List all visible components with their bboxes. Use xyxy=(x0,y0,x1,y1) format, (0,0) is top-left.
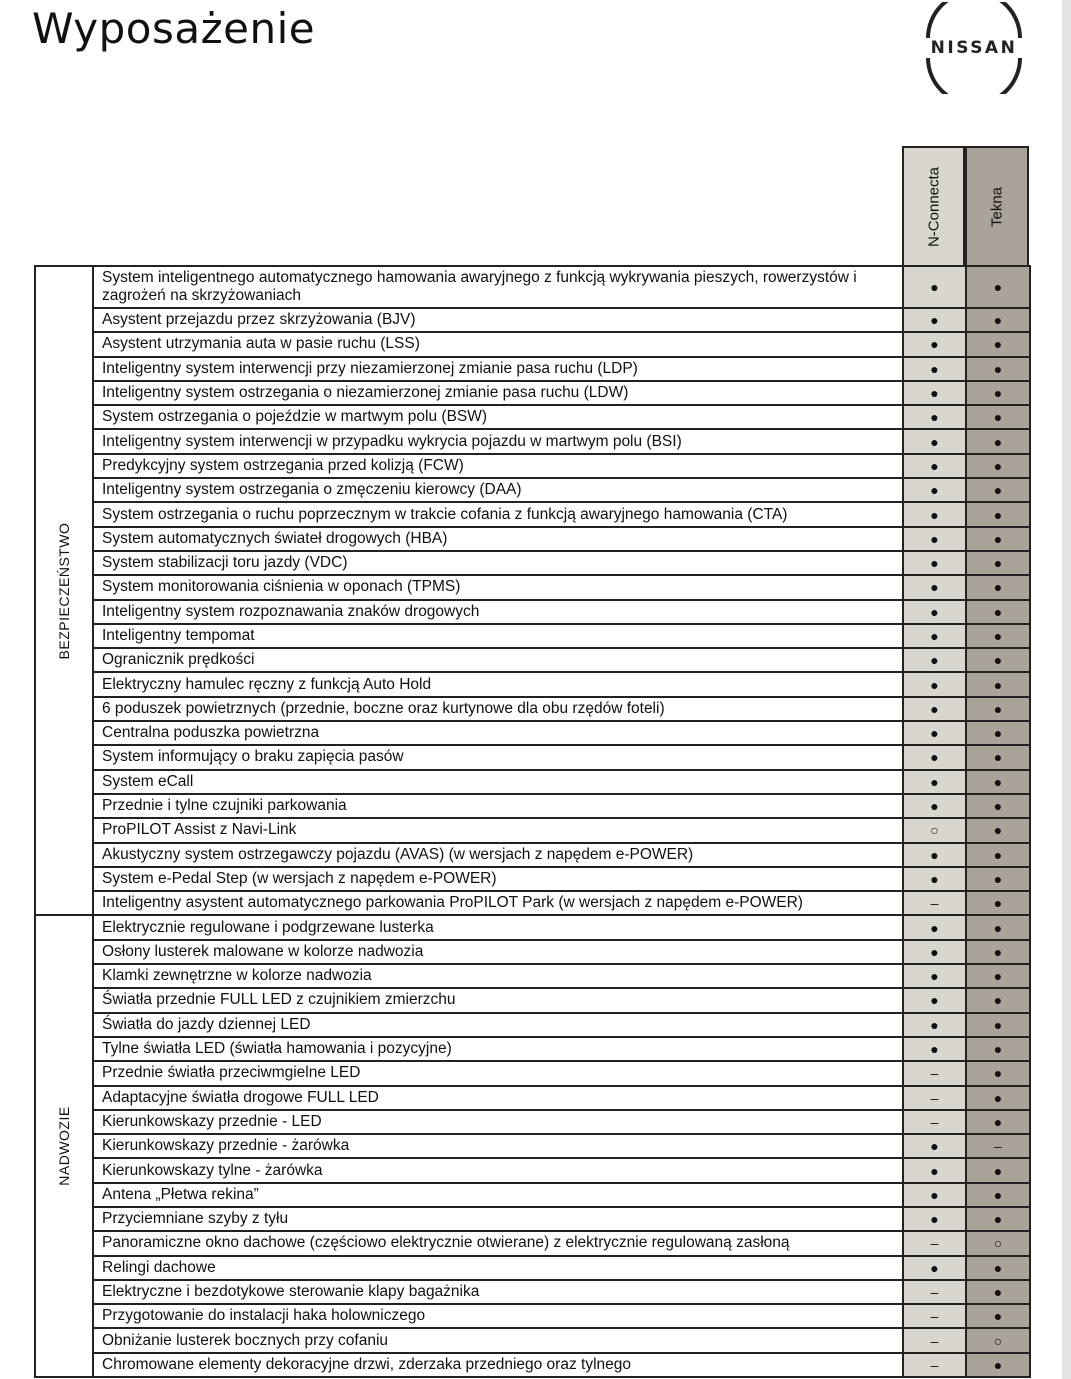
value-tekna: ● xyxy=(966,357,1030,381)
value-tekna: ● xyxy=(966,429,1030,453)
value-n-connecta: ● xyxy=(903,1158,966,1182)
value-tekna: ● xyxy=(966,1013,1030,1037)
section-label: BEZPIECZEŃSTWO xyxy=(56,522,72,660)
value-n-connecta: ● xyxy=(903,502,966,526)
value-n-connecta: ● xyxy=(903,964,966,988)
table-row xyxy=(35,891,1030,915)
feature-label: Przyciemniane szyby z tyłu xyxy=(93,1207,903,1231)
value-tekna: ● xyxy=(966,1061,1030,1085)
table-row xyxy=(35,818,1030,842)
feature-label: Kierunkowskazy przednie - żarówka xyxy=(93,1134,903,1158)
feature-label: System inteligentnego automatycznego hamowania awaryjnego z funkcją wykrywania pieszych, rowerzystów i zagrożeń na skrzyżowaniach xyxy=(93,266,903,308)
value-tekna: ● xyxy=(966,964,1030,988)
table-row xyxy=(35,1158,1030,1182)
table-row xyxy=(35,266,1030,308)
value-n-connecta: ● xyxy=(903,1037,966,1061)
value-n-connecta: – xyxy=(903,1328,966,1352)
value-n-connecta: ● xyxy=(903,1183,966,1207)
value-n-connecta: ● xyxy=(903,575,966,599)
value-tekna: ● xyxy=(966,527,1030,551)
column-header-n-connecta xyxy=(902,146,965,266)
value-tekna: ● xyxy=(966,381,1030,405)
value-tekna: ● xyxy=(966,770,1030,794)
feature-label: System e-Pedal Step (w wersjach z napędem e-POWER) xyxy=(93,867,903,891)
table-row xyxy=(35,1110,1030,1134)
value-n-connecta: ● xyxy=(903,600,966,624)
value-tekna: ● xyxy=(966,867,1030,891)
feature-label: Ogranicznik prędkości xyxy=(93,648,903,672)
feature-label: 6 poduszek powietrznych (przednie, boczne oraz kurtynowe dla obu rzędów foteli) xyxy=(93,697,903,721)
table-row xyxy=(35,527,1030,551)
feature-label: Przygotowanie do instalacji haka holowniczego xyxy=(93,1304,903,1328)
value-tekna: ● xyxy=(966,818,1030,842)
value-tekna: ● xyxy=(966,551,1030,575)
page-title: Wyposażenie xyxy=(32,4,316,53)
value-tekna: ○ xyxy=(966,1328,1030,1352)
value-tekna: ● xyxy=(966,332,1030,356)
feature-label: Inteligentny system interwencji w przypadku wykrycia pojazdu w martwym polu (BSI) xyxy=(93,429,903,453)
feature-label: Inteligentny tempomat xyxy=(93,624,903,648)
value-n-connecta: ● xyxy=(903,357,966,381)
table-row xyxy=(35,1134,1030,1158)
value-n-connecta: ● xyxy=(903,1013,966,1037)
value-n-connecta: ● xyxy=(903,454,966,478)
table-row xyxy=(35,1037,1030,1061)
feature-label: System ostrzegania o pojeździe w martwym polu (BSW) xyxy=(93,405,903,429)
table-row xyxy=(35,502,1030,526)
value-tekna: ● xyxy=(966,988,1030,1012)
value-tekna: ● xyxy=(966,1158,1030,1182)
value-tekna: ● xyxy=(966,478,1030,502)
table-row xyxy=(35,429,1030,453)
value-tekna: ● xyxy=(966,1037,1030,1061)
feature-label: Asystent przejazdu przez skrzyżowania (BJV) xyxy=(93,308,903,332)
table-row xyxy=(35,1328,1030,1352)
feature-label: ProPILOT Assist z Navi-Link xyxy=(93,818,903,842)
value-tekna: ● xyxy=(966,1256,1030,1280)
value-n-connecta: – xyxy=(903,1304,966,1328)
value-tekna: ● xyxy=(966,1086,1030,1110)
feature-label: Elektryczny hamulec ręczny z funkcją Auto Hold xyxy=(93,672,903,696)
value-tekna: ● xyxy=(966,454,1030,478)
value-n-connecta: ● xyxy=(903,1134,966,1158)
feature-label: Predykcyjny system ostrzegania przed kolizją (FCW) xyxy=(93,454,903,478)
value-n-connecta: ● xyxy=(903,672,966,696)
feature-label: Relingi dachowe xyxy=(93,1256,903,1280)
column-header-tekna xyxy=(965,146,1029,266)
feature-label: System informujący o braku zapięcia pasów xyxy=(93,745,903,769)
feature-label: Klamki zewnętrzne w kolorze nadwozia xyxy=(93,964,903,988)
section-label-cell xyxy=(35,915,93,1377)
value-n-connecta: ● xyxy=(903,745,966,769)
value-tekna: ● xyxy=(966,794,1030,818)
feature-label: Inteligentny system rozpoznawania znaków drogowych xyxy=(93,600,903,624)
value-n-connecta: ● xyxy=(903,405,966,429)
value-n-connecta: ● xyxy=(903,648,966,672)
value-n-connecta: ● xyxy=(903,381,966,405)
value-n-connecta: ● xyxy=(903,624,966,648)
table-row xyxy=(35,1061,1030,1085)
value-n-connecta: – xyxy=(903,1280,966,1304)
table-row xyxy=(35,575,1030,599)
value-n-connecta: ● xyxy=(903,551,966,575)
value-tekna: ● xyxy=(966,697,1030,721)
table-row xyxy=(35,867,1030,891)
feature-label: System monitorowania ciśnienia w oponach (TPMS) xyxy=(93,575,903,599)
table-row xyxy=(35,332,1030,356)
table-row xyxy=(35,600,1030,624)
value-n-connecta: – xyxy=(903,1110,966,1134)
table-row xyxy=(35,964,1030,988)
table-row xyxy=(35,405,1030,429)
feature-label: Tylne światła LED (światła hamowania i pozycyjne) xyxy=(93,1037,903,1061)
feature-label: Światła przednie FULL LED z czujnikiem zmierzchu xyxy=(93,988,903,1012)
value-tekna: ● xyxy=(966,502,1030,526)
feature-label: Osłony lusterek malowane w kolorze nadwozia xyxy=(93,940,903,964)
value-n-connecta: ● xyxy=(903,527,966,551)
value-n-connecta: – xyxy=(903,1061,966,1085)
value-tekna: ● xyxy=(966,1183,1030,1207)
value-tekna: ● xyxy=(966,745,1030,769)
value-n-connecta: ● xyxy=(903,429,966,453)
table-row xyxy=(35,454,1030,478)
table-row xyxy=(35,697,1030,721)
value-n-connecta: ● xyxy=(903,1207,966,1231)
table-row xyxy=(35,843,1030,867)
section-label-cell xyxy=(35,266,93,915)
value-tekna: ● xyxy=(966,940,1030,964)
value-tekna: ● xyxy=(966,308,1030,332)
value-n-connecta: ● xyxy=(903,478,966,502)
feature-label: System eCall xyxy=(93,770,903,794)
page-edge-strip xyxy=(1062,0,1071,1379)
value-tekna: ● xyxy=(966,1304,1030,1328)
value-n-connecta: ● xyxy=(903,697,966,721)
value-n-connecta: ● xyxy=(903,721,966,745)
value-tekna: ● xyxy=(966,915,1030,939)
table-row xyxy=(35,1183,1030,1207)
section-label: NADWOZIE xyxy=(56,1106,72,1186)
value-n-connecta: – xyxy=(903,891,966,915)
feature-label: Chromowane elementy dekoracyjne drzwi, zderzaka przedniego oraz tylnego xyxy=(93,1353,903,1377)
value-n-connecta: ○ xyxy=(903,818,966,842)
feature-label: Inteligentny asystent automatycznego parkowania ProPILOT Park (w wersjach z napędem e-POWER) xyxy=(93,891,903,915)
table-row xyxy=(35,770,1030,794)
value-n-connecta: ● xyxy=(903,1256,966,1280)
table-row xyxy=(35,648,1030,672)
value-tekna: ● xyxy=(966,648,1030,672)
feature-label: Elektrycznie regulowane i podgrzewane lusterka xyxy=(93,915,903,939)
value-n-connecta: ● xyxy=(903,940,966,964)
value-tekna: ● xyxy=(966,843,1030,867)
table-row xyxy=(35,1231,1030,1255)
feature-label: Antena „Płetwa rekina” xyxy=(93,1183,903,1207)
column-header-label: N-Connecta xyxy=(925,166,942,248)
value-tekna: ● xyxy=(966,266,1030,308)
feature-label: Inteligentny system ostrzegania o zmęczeniu kierowcy (DAA) xyxy=(93,478,903,502)
table-row xyxy=(35,794,1030,818)
table-row xyxy=(35,551,1030,575)
value-tekna: ● xyxy=(966,405,1030,429)
table-row xyxy=(35,1256,1030,1280)
value-n-connecta: – xyxy=(903,1353,966,1377)
nissan-logo xyxy=(915,2,1033,94)
value-tekna: ● xyxy=(966,721,1030,745)
table-row xyxy=(35,1280,1030,1304)
value-n-connecta: ● xyxy=(903,867,966,891)
feature-label: System automatycznych świateł drogowych (HBA) xyxy=(93,527,903,551)
feature-label: Przednie i tylne czujniki parkowania xyxy=(93,794,903,818)
table-row xyxy=(35,1304,1030,1328)
value-tekna: – xyxy=(966,1134,1030,1158)
value-tekna: ● xyxy=(966,1280,1030,1304)
feature-label: Centralna poduszka powietrzna xyxy=(93,721,903,745)
table-row xyxy=(35,357,1030,381)
table-row xyxy=(35,308,1030,332)
value-n-connecta: – xyxy=(903,1086,966,1110)
feature-label: Obniżanie lusterek bocznych przy cofaniu xyxy=(93,1328,903,1352)
table-row xyxy=(35,1353,1030,1377)
value-n-connecta: ● xyxy=(903,770,966,794)
feature-label: Inteligentny system ostrzegania o niezamierzonej zmianie pasa ruchu (LDW) xyxy=(93,381,903,405)
value-n-connecta: – xyxy=(903,1231,966,1255)
value-tekna: ● xyxy=(966,891,1030,915)
nissan-logo-text: NISSAN xyxy=(930,38,1018,58)
feature-label: Kierunkowskazy tylne - żarówka xyxy=(93,1158,903,1182)
value-tekna: ● xyxy=(966,672,1030,696)
table-row xyxy=(35,1013,1030,1037)
table-row xyxy=(35,940,1030,964)
value-n-connecta: ● xyxy=(903,332,966,356)
feature-label: Inteligentny system interwencji przy niezamierzonej zmianie pasa ruchu (LDP) xyxy=(93,357,903,381)
value-tekna: ● xyxy=(966,1353,1030,1377)
feature-label: Elektryczne i bezdotykowe sterowanie klapy bagażnika xyxy=(93,1280,903,1304)
feature-label: Panoramiczne okno dachowe (częściowo elektrycznie otwierane) z elektrycznie regulowaną zasłoną xyxy=(93,1231,903,1255)
value-tekna: ● xyxy=(966,600,1030,624)
feature-label: Światła do jazdy dziennej LED xyxy=(93,1013,903,1037)
table-row xyxy=(35,721,1030,745)
equipment-table xyxy=(34,265,1031,1378)
value-n-connecta: ● xyxy=(903,266,966,308)
feature-label: Przednie światła przeciwmgielne LED xyxy=(93,1061,903,1085)
column-header-label: Tekna xyxy=(988,186,1006,228)
value-tekna: ○ xyxy=(966,1231,1030,1255)
feature-label: Adaptacyjne światła drogowe FULL LED xyxy=(93,1086,903,1110)
table-row xyxy=(35,478,1030,502)
table-row xyxy=(35,915,1030,939)
feature-label: System stabilizacji toru jazdy (VDC) xyxy=(93,551,903,575)
value-n-connecta: ● xyxy=(903,794,966,818)
table-row xyxy=(35,1086,1030,1110)
table-row xyxy=(35,381,1030,405)
value-n-connecta: ● xyxy=(903,308,966,332)
table-row xyxy=(35,988,1030,1012)
value-n-connecta: ● xyxy=(903,843,966,867)
table-row xyxy=(35,745,1030,769)
value-tekna: ● xyxy=(966,1110,1030,1134)
table-row xyxy=(35,624,1030,648)
feature-label: Kierunkowskazy przednie - LED xyxy=(93,1110,903,1134)
value-n-connecta: ● xyxy=(903,988,966,1012)
table-row xyxy=(35,672,1030,696)
feature-label: Akustyczny system ostrzegawczy pojazdu (AVAS) (w wersjach z napędem e-POWER) xyxy=(93,843,903,867)
value-tekna: ● xyxy=(966,624,1030,648)
table-row xyxy=(35,1207,1030,1231)
value-n-connecta: ● xyxy=(903,915,966,939)
value-tekna: ● xyxy=(966,1207,1030,1231)
value-tekna: ● xyxy=(966,575,1030,599)
feature-label: Asystent utrzymania auta w pasie ruchu (LSS) xyxy=(93,332,903,356)
feature-label: System ostrzegania o ruchu poprzecznym w trakcie cofania z funkcją awaryjnego hamowania (CTA) xyxy=(93,502,903,526)
